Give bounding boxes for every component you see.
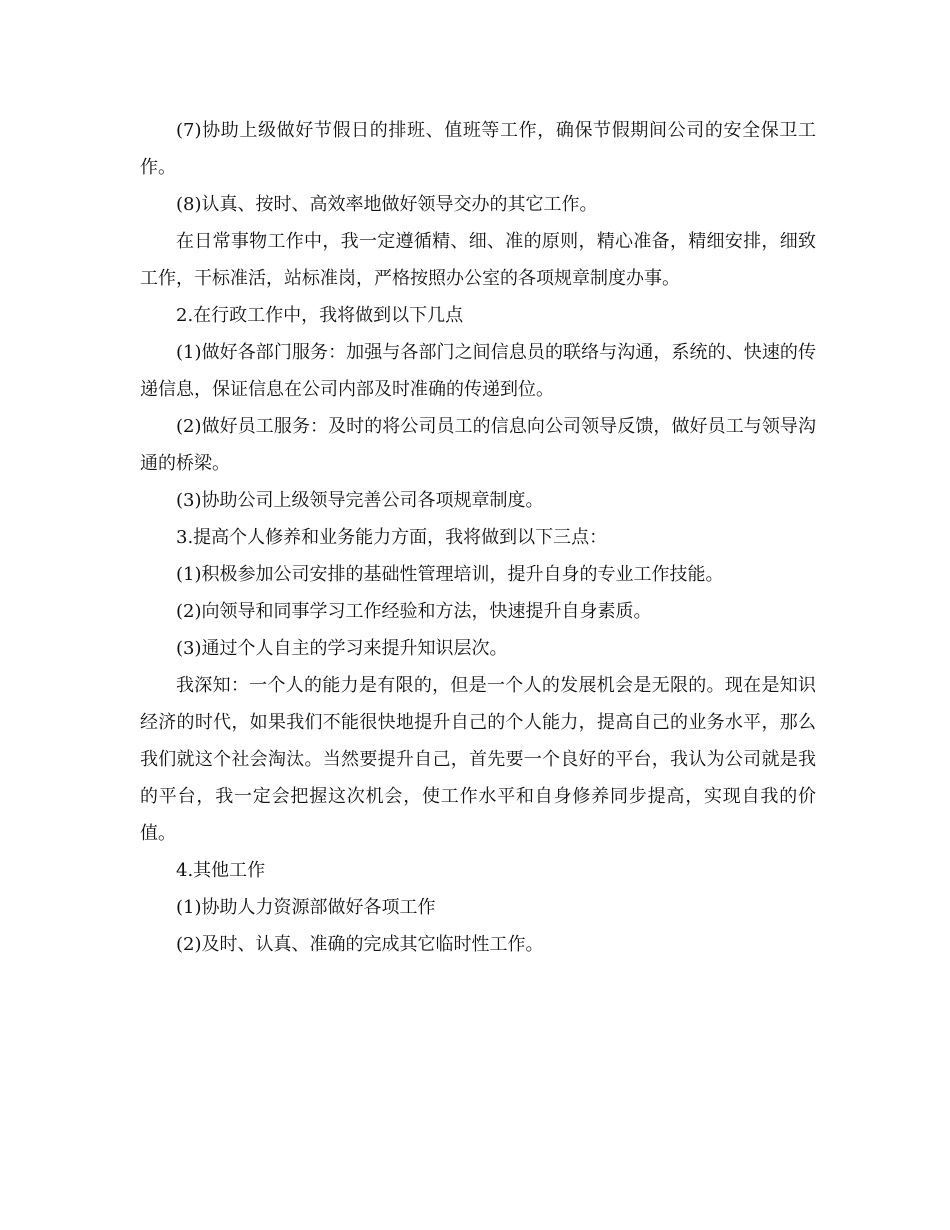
section-heading-2: 2.在行政工作中，我将做到以下几点 [176,305,464,326]
paragraph-daily-work: 在日常事物工作中，我一定遵循精、细、准的原则，精心准备，精细安排，细致工作，干标准活，站标准岗，严格按照办公室的各项规章制度办事。 [140,231,816,289]
paragraph-3-1: (1)积极参加公司安排的基础性管理培训，提升自身的专业工作技能。 [176,564,724,585]
paragraph-4-1: (1)协助人力资源部做好各项工作 [176,897,436,918]
paragraph-reflection: 我深知：一个人的能力是有限的，但是一个人的发展机会是无限的。现在是知识经济的时代，如果我们不能很快地提升自己的个人能力，提高自己的业务水平，那么我们就这个社会淘汰。当然要提升自己，首先要一个良好的平台，我认为公司就是我的平台，我一定会把握这次机会，使工作水平和自身修养同步提高，实现自我的价值。 [140,675,816,844]
paragraph-4-2: (2)及时、认真、准确的完成其它临时性工作。 [176,934,544,955]
paragraph-2-1: (1)做好各部门服务：加强与各部门之间信息员的联络与沟通，系统的、快速的传递信息，保证信息在公司内部及时准确的传递到位。 [140,342,816,400]
section-heading-4: 4.其他工作 [176,860,266,881]
paragraph-item-8: (8)认真、按时、高效率地做好领导交办的其它工作。 [176,194,598,215]
paragraph-item-7: (7)协助上级做好节假日的排班、值班等工作，确保节假期间公司的安全保卫工作。 [140,120,816,178]
paragraph-3-2: (2)向领导和同事学习工作经验和方法，快速提升自身素质。 [176,601,652,622]
section-heading-3: 3.提高个人修养和业务能力方面，我将做到以下三点： [176,527,608,548]
paragraph-2-3: (3)协助公司上级领导完善公司各项规章制度。 [176,490,544,511]
document-body [140,112,816,963]
paragraph-3-3: (3)通过个人自主的学习来提升知识层次。 [176,638,508,659]
paragraph-2-2: (2)做好员工服务：及时的将公司员工的信息向公司领导反馈，做好员工与领导沟通的桥梁。 [140,416,816,474]
